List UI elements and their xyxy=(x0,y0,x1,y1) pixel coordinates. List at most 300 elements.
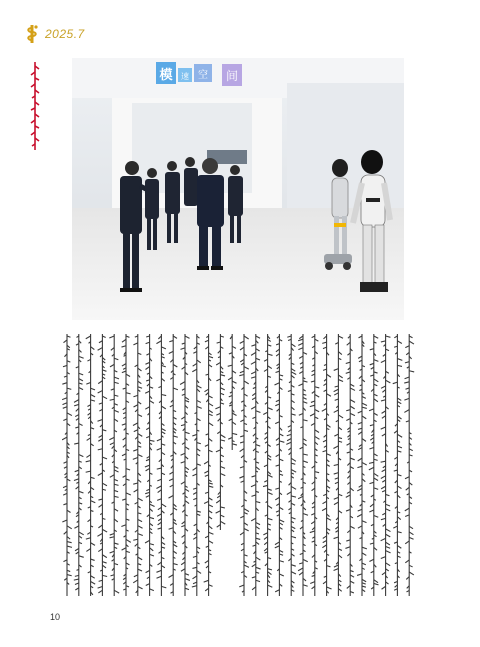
script-stroke xyxy=(134,490,138,493)
script-stroke xyxy=(114,377,119,379)
script-stroke xyxy=(279,561,283,562)
script-stroke xyxy=(409,537,413,539)
script-stroke xyxy=(405,508,409,511)
script-stroke xyxy=(397,401,401,403)
script-stroke xyxy=(369,462,374,463)
script-stroke xyxy=(251,352,256,355)
script-stroke xyxy=(133,423,138,426)
script-stroke xyxy=(298,339,303,341)
script-stroke xyxy=(79,424,83,426)
script-stroke xyxy=(346,362,350,363)
script-stroke xyxy=(232,433,237,434)
script-stroke xyxy=(161,432,165,434)
script-stroke xyxy=(157,468,162,469)
script-stroke xyxy=(374,580,378,583)
script-stroke xyxy=(79,532,84,535)
script-stroke xyxy=(291,463,295,464)
script-stroke xyxy=(110,443,114,445)
script-stroke xyxy=(252,476,256,477)
script-stroke xyxy=(386,509,391,511)
script-stroke xyxy=(310,582,315,584)
script-stroke xyxy=(298,343,303,345)
script-stroke xyxy=(133,458,138,460)
script-stroke xyxy=(386,529,391,532)
script-stroke xyxy=(350,413,355,415)
script-stroke xyxy=(397,486,401,489)
script-stroke xyxy=(346,495,350,497)
script-stroke xyxy=(150,544,154,545)
script-stroke xyxy=(244,565,249,567)
script-stroke xyxy=(98,419,103,421)
script-stroke xyxy=(98,348,103,351)
script-stroke xyxy=(334,464,339,465)
script-stroke xyxy=(74,526,78,528)
script-stroke xyxy=(102,562,106,563)
script-stroke xyxy=(374,379,379,382)
script-stroke xyxy=(374,454,378,456)
script-stroke xyxy=(374,399,378,402)
script-stroke xyxy=(138,534,143,536)
script-stroke xyxy=(357,514,362,517)
script-stroke xyxy=(197,464,201,465)
script-stroke xyxy=(62,383,67,384)
script-stroke xyxy=(275,546,280,548)
script-stroke xyxy=(146,468,150,470)
script-stroke xyxy=(393,382,398,384)
script-stroke xyxy=(382,586,386,589)
script-stroke xyxy=(173,336,177,338)
script-stroke xyxy=(169,575,174,578)
script-stroke xyxy=(323,536,327,539)
script-stroke xyxy=(303,461,308,463)
script-stroke xyxy=(109,437,114,439)
script-stroke xyxy=(382,416,386,419)
script-stroke xyxy=(291,344,295,347)
script-stroke xyxy=(350,384,354,386)
script-stroke xyxy=(315,436,320,439)
script-stroke xyxy=(146,570,150,572)
script-stroke xyxy=(185,588,189,589)
script-stroke xyxy=(75,583,79,585)
script-stroke xyxy=(102,529,107,532)
script-stroke xyxy=(209,356,213,357)
script-stroke xyxy=(369,482,373,483)
script-stroke xyxy=(409,526,413,528)
script-stroke xyxy=(405,377,410,379)
script-stroke xyxy=(279,441,284,442)
script-stroke xyxy=(220,467,225,469)
script-stroke xyxy=(62,398,67,400)
script-stroke xyxy=(102,483,107,486)
script-stroke xyxy=(79,388,83,390)
script-stroke xyxy=(362,563,366,565)
script-stroke xyxy=(114,470,118,472)
script-stroke xyxy=(240,466,244,467)
script-stroke xyxy=(256,467,260,470)
script-stroke xyxy=(86,336,91,339)
script-stroke xyxy=(126,469,130,470)
script-stroke xyxy=(362,521,367,523)
script-stroke xyxy=(322,408,327,411)
script-stroke xyxy=(323,540,327,542)
script-stroke xyxy=(240,359,244,361)
script-stroke xyxy=(209,526,213,529)
script-stroke xyxy=(346,419,350,421)
script-stroke xyxy=(279,520,284,522)
script-stroke xyxy=(397,365,402,366)
script-stroke xyxy=(374,336,378,338)
script-stroke xyxy=(397,398,401,400)
script-stroke xyxy=(374,459,378,460)
script-stroke xyxy=(338,494,342,495)
script-stroke xyxy=(381,518,386,519)
script-stroke xyxy=(382,411,386,414)
script-stroke xyxy=(74,404,79,405)
sign-char-2: 速 xyxy=(181,72,189,81)
script-stroke xyxy=(204,471,208,473)
script-stroke xyxy=(303,585,308,587)
script-stroke xyxy=(382,434,386,436)
script-stroke xyxy=(146,584,150,586)
script-stroke xyxy=(405,541,409,544)
script-stroke xyxy=(98,449,103,450)
script-stroke xyxy=(298,568,303,571)
script-stroke xyxy=(62,403,67,405)
script-stroke xyxy=(244,430,248,431)
script-stroke xyxy=(268,569,272,570)
script-stroke xyxy=(362,416,366,419)
script-stroke xyxy=(287,439,291,441)
script-stroke xyxy=(256,567,261,569)
script-stroke xyxy=(397,546,401,549)
script-stroke xyxy=(256,502,260,503)
script-stroke xyxy=(220,521,225,524)
script-stroke xyxy=(161,428,165,430)
script-stroke xyxy=(99,580,103,581)
script-stroke xyxy=(169,351,173,353)
script-stroke xyxy=(323,451,327,452)
script-stroke xyxy=(256,411,261,413)
script-stroke xyxy=(74,400,79,403)
script-stroke xyxy=(114,490,118,491)
script-stroke xyxy=(98,473,103,476)
script-stroke xyxy=(256,336,260,338)
script-stroke xyxy=(311,423,315,425)
script-stroke xyxy=(362,586,366,587)
script-stroke xyxy=(185,447,189,450)
script-stroke xyxy=(386,551,391,553)
script-stroke xyxy=(185,579,190,581)
script-stroke xyxy=(157,514,161,516)
script-stroke xyxy=(279,550,283,552)
script-stroke xyxy=(381,400,386,401)
script-stroke xyxy=(303,420,308,421)
script-stroke xyxy=(239,476,244,478)
script-stroke xyxy=(204,389,208,392)
script-stroke xyxy=(86,549,90,552)
script-stroke xyxy=(374,583,379,584)
script-stroke xyxy=(397,446,402,448)
script-stroke xyxy=(157,499,161,501)
script-stroke xyxy=(98,504,102,507)
script-stroke xyxy=(268,585,273,587)
script-stroke xyxy=(126,393,131,394)
script-stroke xyxy=(256,445,260,447)
script-stroke xyxy=(150,517,154,518)
script-stroke xyxy=(181,425,185,426)
script-stroke xyxy=(122,339,126,342)
script-stroke xyxy=(381,461,386,462)
script-stroke xyxy=(239,585,244,587)
script-stroke xyxy=(338,380,343,382)
script-stroke xyxy=(91,582,96,585)
script-stroke xyxy=(386,336,391,337)
script-stroke xyxy=(240,532,244,535)
script-stroke xyxy=(217,342,221,343)
script-stroke xyxy=(169,341,173,342)
script-stroke xyxy=(327,587,332,589)
script-stroke xyxy=(386,380,391,383)
script-stroke xyxy=(244,509,249,512)
script-stroke xyxy=(145,540,150,543)
script-stroke xyxy=(275,497,279,500)
script-stroke xyxy=(405,560,409,563)
script-stroke xyxy=(334,502,338,504)
script-stroke xyxy=(386,494,390,495)
script-stroke xyxy=(150,589,154,591)
script-stroke xyxy=(374,372,378,373)
script-stroke xyxy=(161,542,165,544)
script-stroke xyxy=(173,365,177,367)
script-stroke xyxy=(157,439,162,441)
script-stroke xyxy=(216,450,220,452)
script-stroke xyxy=(209,450,213,452)
script-stroke xyxy=(405,477,409,479)
script-stroke xyxy=(357,574,362,576)
script-stroke xyxy=(122,371,126,373)
script-stroke xyxy=(173,564,177,565)
script-stroke xyxy=(240,371,244,373)
script-stroke xyxy=(220,435,225,438)
script-stroke xyxy=(133,580,138,583)
script-stroke xyxy=(180,348,185,350)
script-stroke xyxy=(397,532,401,533)
script-stroke xyxy=(185,574,189,576)
script-stroke xyxy=(334,434,338,436)
script-stroke xyxy=(303,513,308,515)
script-stroke xyxy=(197,386,202,389)
script-stroke xyxy=(145,465,150,467)
script-stroke xyxy=(299,336,303,339)
script-stroke xyxy=(327,374,331,377)
script-stroke xyxy=(75,549,79,551)
script-stroke xyxy=(303,559,308,561)
script-stroke xyxy=(333,446,338,449)
script-stroke xyxy=(209,403,213,406)
script-stroke xyxy=(209,541,213,544)
script-stroke xyxy=(216,511,221,513)
script-stroke xyxy=(397,341,401,344)
script-stroke xyxy=(220,375,225,376)
script-stroke xyxy=(279,554,283,555)
script-stroke xyxy=(263,533,267,535)
script-stroke xyxy=(161,504,166,507)
script-stroke xyxy=(256,538,260,539)
script-stroke xyxy=(220,507,225,508)
script-stroke xyxy=(405,388,409,389)
script-stroke xyxy=(228,377,232,380)
script-stroke xyxy=(138,569,142,571)
script-stroke xyxy=(256,358,260,360)
script-stroke xyxy=(150,401,154,404)
script-stroke xyxy=(381,427,386,429)
script-stroke xyxy=(185,400,189,402)
script-stroke xyxy=(268,408,273,410)
script-stroke xyxy=(350,400,355,403)
script-stroke xyxy=(303,402,307,404)
script-stroke xyxy=(209,532,214,534)
script-stroke xyxy=(150,504,155,506)
script-stroke xyxy=(161,406,165,409)
script-stroke xyxy=(370,504,374,507)
script-stroke xyxy=(110,575,114,576)
script-stroke xyxy=(291,372,296,375)
script-stroke xyxy=(275,542,279,545)
script-stroke xyxy=(173,436,178,437)
script-stroke xyxy=(146,495,150,497)
script-stroke xyxy=(291,414,295,415)
script-stroke xyxy=(256,580,260,581)
script-stroke xyxy=(397,451,401,452)
script-stroke xyxy=(185,336,190,338)
script-stroke xyxy=(169,479,173,481)
script-stroke xyxy=(181,417,185,419)
script-stroke xyxy=(98,439,102,441)
script-stroke xyxy=(67,575,72,576)
script-stroke xyxy=(322,508,327,510)
script-stroke xyxy=(185,501,189,504)
script-stroke xyxy=(97,533,102,536)
script-stroke xyxy=(197,511,201,512)
script-stroke xyxy=(133,343,137,345)
script-stroke xyxy=(192,567,196,568)
script-stroke xyxy=(275,422,279,424)
script-stroke xyxy=(276,465,280,466)
script-stroke xyxy=(98,391,103,393)
script-stroke xyxy=(209,423,214,426)
script-stroke xyxy=(209,486,214,487)
script-stroke xyxy=(252,398,256,400)
script-stroke xyxy=(256,526,260,529)
script-stroke xyxy=(346,540,350,541)
script-stroke xyxy=(91,501,96,503)
script-stroke xyxy=(386,546,391,548)
script-stroke xyxy=(291,458,296,461)
script-stroke xyxy=(74,479,79,481)
script-stroke xyxy=(397,359,402,361)
script-stroke xyxy=(86,455,90,458)
script-stroke xyxy=(268,489,272,490)
script-stroke xyxy=(193,467,197,470)
script-stroke xyxy=(291,470,296,473)
script-stroke xyxy=(263,412,267,414)
script-stroke xyxy=(161,365,165,367)
script-stroke xyxy=(291,565,296,567)
script-stroke xyxy=(311,381,315,382)
script-stroke xyxy=(311,401,315,402)
script-stroke xyxy=(374,360,379,362)
script-stroke xyxy=(362,579,366,581)
script-stroke xyxy=(374,394,378,396)
script-stroke xyxy=(99,435,103,437)
script-stroke xyxy=(145,407,149,409)
script-stroke xyxy=(252,564,256,567)
script-stroke xyxy=(216,500,220,503)
script-stroke xyxy=(369,447,373,449)
script-stroke xyxy=(315,430,319,433)
script-stroke xyxy=(291,486,296,489)
script-stroke xyxy=(150,554,154,556)
script-stroke xyxy=(346,372,350,373)
script-stroke xyxy=(126,493,131,495)
script-stroke xyxy=(362,462,367,465)
script-stroke xyxy=(409,572,414,575)
script-stroke xyxy=(358,432,362,435)
script-stroke xyxy=(181,461,185,463)
script-stroke xyxy=(335,386,339,387)
script-stroke xyxy=(264,465,268,467)
script-stroke xyxy=(404,398,409,400)
script-stroke xyxy=(404,382,409,383)
script-stroke xyxy=(204,501,208,503)
script-stroke xyxy=(382,470,386,472)
script-stroke xyxy=(350,458,355,460)
script-stroke xyxy=(275,404,279,406)
script-stroke xyxy=(232,371,236,373)
script-stroke xyxy=(291,536,296,537)
script-stroke xyxy=(209,483,213,484)
script-stroke xyxy=(98,525,102,528)
script-stroke xyxy=(322,342,326,343)
script-stroke xyxy=(145,492,149,493)
script-stroke xyxy=(158,528,162,529)
script-stroke xyxy=(358,448,362,450)
script-stroke xyxy=(173,544,177,546)
script-stroke xyxy=(286,442,291,444)
script-stroke xyxy=(122,424,126,425)
script-stroke xyxy=(327,394,331,396)
script-stroke xyxy=(138,415,142,417)
script-stroke xyxy=(327,424,331,427)
script-stroke xyxy=(374,478,378,481)
script-stroke xyxy=(244,336,249,339)
script-stroke xyxy=(315,472,319,473)
script-stroke xyxy=(193,363,197,366)
script-stroke xyxy=(334,565,338,567)
script-stroke xyxy=(157,448,162,450)
script-stroke xyxy=(370,425,374,426)
script-stroke xyxy=(204,580,209,582)
script-stroke xyxy=(158,562,162,565)
script-stroke xyxy=(298,496,303,498)
script-stroke xyxy=(145,362,149,364)
script-stroke xyxy=(197,360,201,363)
script-stroke xyxy=(350,575,354,577)
script-stroke xyxy=(91,543,95,546)
script-stroke xyxy=(299,414,303,416)
script-stroke xyxy=(251,518,256,521)
script-stroke xyxy=(67,542,72,543)
